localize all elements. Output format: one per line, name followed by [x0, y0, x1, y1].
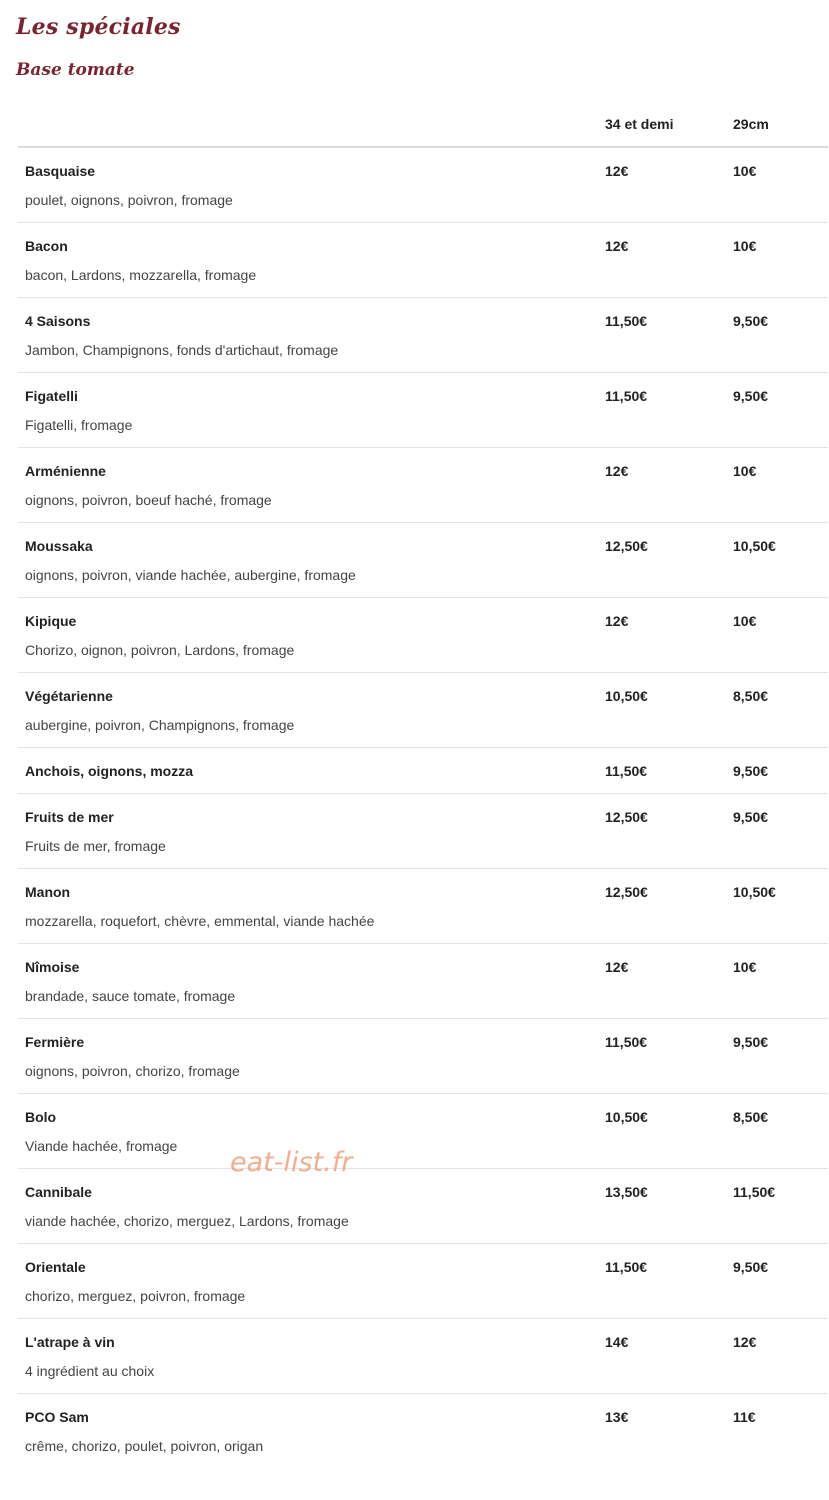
menu-table	[18, 104, 828, 1468]
column-header-large: 34 et demi	[605, 116, 674, 132]
menu-item-row	[18, 673, 828, 748]
price-small: 10€	[733, 238, 757, 254]
menu-item-name: Figatelli	[25, 388, 78, 404]
price-small: 9,50€	[733, 809, 769, 825]
section-subtitle: Base tomate	[16, 60, 135, 80]
menu-item-description: mozzarella, roquefort, chèvre, emmental, viande hachée	[25, 913, 375, 929]
menu-item-row	[18, 598, 828, 673]
menu-item-name: Kipique	[25, 613, 77, 629]
menu-item-row	[18, 1019, 828, 1094]
price-large: 12€	[605, 163, 629, 179]
menu-item-description: Chorizo, oignon, poivron, Lardons, fromage	[25, 642, 295, 658]
menu-item-name: Arménienne	[25, 463, 106, 479]
menu-item-row	[18, 1094, 828, 1169]
menu-item-row	[18, 1244, 828, 1319]
price-small: 12€	[733, 1334, 757, 1350]
price-small: 9,50€	[733, 1259, 769, 1275]
menu-item-description: aubergine, poivron, Champignons, fromage	[25, 717, 295, 733]
price-small: 9,50€	[733, 313, 769, 329]
menu-item-name: Fruits de mer	[25, 809, 114, 825]
menu-item-row	[18, 794, 828, 869]
menu-item-row	[18, 298, 828, 373]
menu-item-row	[18, 1319, 828, 1394]
menu-item-description: Jambon, Champignons, fonds d'artichaut, fromage	[25, 342, 339, 358]
price-small: 10,50€	[733, 538, 776, 554]
menu-rows	[18, 148, 828, 1468]
menu-item-description: 4 ingrédient au choix	[25, 1363, 155, 1379]
price-large: 14€	[605, 1334, 629, 1350]
price-large: 13,50€	[605, 1184, 648, 1200]
price-large: 11,50€	[605, 313, 648, 329]
price-small: 9,50€	[733, 388, 769, 404]
menu-item-row	[18, 748, 828, 794]
price-large: 11,50€	[605, 1259, 648, 1275]
menu-item-description: poulet, oignons, poivron, fromage	[25, 192, 233, 208]
menu-item-name: Cannibale	[25, 1184, 92, 1200]
menu-item-description: oignons, poivron, boeuf haché, fromage	[25, 492, 272, 508]
menu-item-row	[18, 1394, 828, 1468]
menu-item-name: Nîmoise	[25, 959, 80, 975]
price-small: 9,50€	[733, 763, 769, 779]
price-large: 12€	[605, 463, 629, 479]
menu-item-name: L'atrape à vin	[25, 1334, 115, 1350]
menu-item-description: oignons, poivron, chorizo, fromage	[25, 1063, 240, 1079]
price-small: 9,50€	[733, 1034, 769, 1050]
price-small: 10€	[733, 959, 757, 975]
table-header	[18, 104, 828, 148]
column-header-small: 29cm	[733, 116, 769, 132]
menu-item-name: PCO Sam	[25, 1409, 89, 1425]
price-small: 10€	[733, 613, 757, 629]
menu-item-row	[18, 944, 828, 1019]
watermark: eat-list.fr	[230, 1147, 353, 1178]
price-small: 8,50€	[733, 688, 769, 704]
menu-item-row	[18, 223, 828, 298]
price-small: 8,50€	[733, 1109, 769, 1125]
menu-item-description: oignons, poivron, viande hachée, aubergine, fromage	[25, 567, 356, 583]
menu-item-name: 4 Saisons	[25, 313, 91, 329]
price-small: 10,50€	[733, 884, 776, 900]
menu-item-row	[18, 148, 828, 223]
menu-item-name: Fermière	[25, 1034, 85, 1050]
price-large: 11,50€	[605, 763, 648, 779]
price-large: 12€	[605, 613, 629, 629]
price-large: 13€	[605, 1409, 629, 1425]
menu-item-description: crême, chorizo, poulet, poivron, origan	[25, 1438, 264, 1454]
menu-item-row	[18, 1169, 828, 1244]
menu-item-description: brandade, sauce tomate, fromage	[25, 988, 236, 1004]
menu-item-description: bacon, Lardons, mozzarella, fromage	[25, 267, 257, 283]
menu-item-row	[18, 448, 828, 523]
price-large: 12€	[605, 238, 629, 254]
menu-item-description: viande hachée, chorizo, merguez, Lardons, fromage	[25, 1213, 349, 1229]
menu-item-name: Manon	[25, 884, 71, 900]
menu-item-name: Basquaise	[25, 163, 96, 179]
price-large: 10,50€	[605, 688, 648, 704]
price-large: 11,50€	[605, 1034, 648, 1050]
price-small: 11,50€	[733, 1184, 776, 1200]
page-title: Les spéciales	[16, 14, 181, 40]
price-small: 10€	[733, 463, 757, 479]
price-large: 12,50€	[605, 538, 648, 554]
price-large: 10,50€	[605, 1109, 648, 1125]
menu-item-row	[18, 523, 828, 598]
menu-item-description: Figatelli, fromage	[25, 417, 133, 433]
menu-item-name: Orientale	[25, 1259, 86, 1275]
price-small: 10€	[733, 163, 757, 179]
price-large: 11,50€	[605, 388, 648, 404]
menu-item-name: Végétarienne	[25, 688, 113, 704]
menu-item-name: Anchois, oignons, mozza	[25, 763, 194, 779]
price-large: 12€	[605, 959, 629, 975]
menu-item-description: chorizo, merguez, poivron, fromage	[25, 1288, 246, 1304]
menu-item-row	[18, 373, 828, 448]
menu-item-row	[18, 869, 828, 944]
menu-item-name: Moussaka	[25, 538, 93, 554]
price-small: 11€	[733, 1409, 756, 1425]
menu-item-description: Viande hachée, fromage	[25, 1138, 178, 1154]
menu-item-description: Fruits de mer, fromage	[25, 838, 166, 854]
menu-item-name: Bacon	[25, 238, 68, 254]
menu-item-name: Bolo	[25, 1109, 57, 1125]
price-large: 12,50€	[605, 884, 648, 900]
price-large: 12,50€	[605, 809, 648, 825]
